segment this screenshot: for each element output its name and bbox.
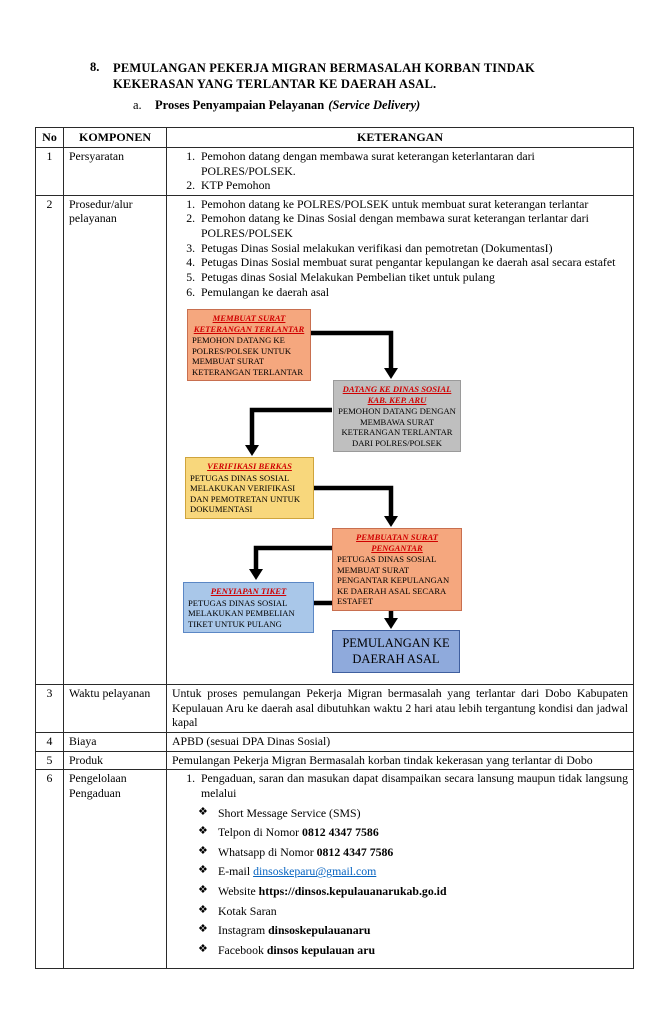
heading-number: 8. [90,60,100,74]
row-keterangan: Pemulangan Pekerja Migran Bermasalah korban tindak kekerasan yang terlantar di Dobo [167,751,634,770]
flow-box-title: PEMBUATAN SURAT PENGANTAR [356,532,438,553]
website-url: https://dinsos.kepulauanarukab.go.id [258,884,447,898]
contact-item-instagram: ❖ Instagram dinsoskepulauanaru [198,923,371,938]
row-komponen: Persyaratan [64,147,167,195]
flow-box-title: DATANG KE DINAS SOSIAL KAB. KEP. ARU [342,384,452,405]
row-komponen: Biaya [64,733,167,752]
table-row [36,147,634,195]
diamond-bullet-icon: ❖ [198,903,208,916]
diamond-bullet-icon: ❖ [198,942,208,955]
flow-box-title: MEMBUAT SURAT KETERANGAN TERLANTAR [193,313,305,334]
heading-block [90,0,632,113]
flow-box-pemulangan [332,630,460,673]
diamond-bullet-icon: ❖ [198,825,208,838]
list-item: 5. Petugas dinas Sosial Melakukan Pembelian tiket untuk pulang [198,270,628,285]
flow-box-body: PEMOHON DATANG DENGAN MEMBAWA SURAT KETERANGAN TERLANTAR DARI POLRES/POLSEK [338,406,456,448]
list-item: 1. Pemohon datang ke POLRES/POLSEK untuk membuat surat keterangan terlantar [198,197,628,212]
table-row [36,195,634,684]
row-no: 2 [36,195,64,684]
list-item: 3. Petugas Dinas Sosial melakukan verifikasi dan pemotretan (DokumentasI) [198,241,628,256]
contact-item-phone: ❖ Telpon di Nomor 0812 4347 7586 [198,825,379,840]
prosedur-list [172,197,628,299]
diamond-bullet-icon: ❖ [198,805,208,818]
diamond-bullet-icon: ❖ [198,864,208,877]
email-link[interactable]: dinsoskeparu@gmail.com [253,864,377,879]
subheading [133,98,632,113]
row-keterangan [167,195,634,684]
list-item: 4. Petugas Dinas Sosial membuat surat pengantar kepulangan ke daerah asal secara estafet [198,255,628,270]
row-komponen: Waktu pelayanan [64,685,167,733]
contact-item-sms: ❖ Short Message Service (SMS) [198,805,361,820]
contact-item-kotak-saran: ❖ Kotak Saran [198,903,277,918]
phone-number: 0812 4347 7586 [302,825,379,840]
flow-box-membuat-surat [187,309,311,381]
header-no: No [36,128,64,148]
contact-item-email: ❖ E-mail dinsoskeparu@gmail.com [198,864,377,879]
flowchart [172,302,628,682]
flow-arrow [245,410,332,456]
flow-box-body: PETUGAS DINAS SOSIAL MELAKUKAN VERIFIKASI DAN PEMOTRETAN UNTUK DOKUMENTASI [190,472,301,515]
table-row [36,770,634,968]
flow-arrow [314,488,398,527]
row-keterangan: APBD (sesuai DPA Dinas Sosial) [167,733,634,752]
table-header-row [36,128,634,148]
header-komponen: KOMPONEN [64,128,167,148]
flow-box-body: PEMOHON DATANG KE POLRES/POLSEK UNTUK MEMBUAT SURAT KETERANGAN TERLANTAR [192,335,304,377]
subheading-label: a. [133,98,142,112]
flow-box-datang-dinsos [333,380,461,452]
list-item: 6. Pemulangan ke daerah asal [198,285,628,300]
page-title-line2: KEKERASAN YANG TERLANTAR KE DAERAH ASAL. [113,77,437,91]
table-row [36,685,634,733]
flow-arrow [249,548,332,580]
flow-box-pembuatan-surat [332,528,462,610]
header-keterangan: KETERANGAN [167,128,634,148]
list-item: 1. Pengaduan, saran dan masukan dapat disampaikan secara lansung maupun tidak langsung melalui [198,771,628,800]
contact-item-whatsapp: ❖ Whatsapp di Nomor 0812 4347 7586 [198,844,394,859]
list-item: 2. Pemohon datang ke Dinas Sosial dengan membawa surat keterangan terlantar dari POLRES/POLSEK [198,211,628,240]
flow-box-penyiapan-tiket [183,582,314,633]
page-title-line1: PEMULANGAN PEKERJA MIGRAN BERMASALAH KORBAN TINDAK [113,61,535,75]
table-row [36,733,634,752]
table-row [36,751,634,770]
row-komponen: Prosedur/alur pelayanan [64,195,167,684]
contact-item-website: ❖ Website https://dinsos.kepulauanarukab.go.id [198,884,447,898]
row-no: 4 [36,733,64,752]
row-no: 6 [36,770,64,968]
persyaratan-list [172,149,628,193]
flow-box-body: PETUGAS DINAS SOSIAL MEMBUAT SURAT PENGANTAR KEPULANGAN KE DAERAH ASAL SECARA ESTAFET [337,554,450,607]
instagram-handle: dinsoskepulauanaru [268,923,371,938]
pengaduan-list [172,771,628,800]
row-komponen: Pengelolaan Pengaduan [64,770,167,968]
row-keterangan [167,770,634,968]
flow-arrow [311,333,398,379]
row-no: 1 [36,147,64,195]
flow-box-body: PETUGAS DINAS SOSIAL MELAKUKAN PEMBELIAN TIKET UNTUK PULANG [188,597,295,629]
diamond-bullet-icon: ❖ [198,923,208,936]
list-item: 2. KTP Pemohon [198,178,628,193]
subheading-title: Proses Penyampaian Pelayanan [155,98,325,112]
flow-box-verifikasi-berkas [185,457,314,518]
row-no: 3 [36,685,64,733]
list-item: 1. Pemohon datang dengan membawa surat keterangan keterlantaran dari POLRES/POLSEK. [198,149,628,178]
row-keterangan: Untuk proses pemulangan Pekerja Migran bermasalah yang terlantar dari Dobo Kabupaten Kepulauan Aru ke daerah asal dibutuhkan waktu 2 hari atau lebih tergantung kondisi dan jadwal kapal [167,685,634,733]
whatsapp-number: 0812 4347 7586 [316,844,394,859]
flow-box-title: PENYIAPAN TIKET [210,586,287,597]
contact-item-facebook: ❖ Facebook dinsos kepulauan aru [198,942,376,957]
row-keterangan [167,147,634,195]
row-no: 5 [36,751,64,770]
service-info-table [35,127,634,969]
page-title [113,60,535,92]
facebook-handle: dinsos kepulauan aru [266,942,376,957]
row-komponen: Produk [64,751,167,770]
subheading-italic: (Service Delivery) [328,98,421,112]
flow-box-title: VERIFIKASI BERKAS [207,461,292,472]
diamond-bullet-icon: ❖ [198,884,208,896]
diamond-bullet-icon: ❖ [198,844,208,857]
flow-box-body: PEMULANGAN KE DAERAH ASAL [342,636,450,666]
